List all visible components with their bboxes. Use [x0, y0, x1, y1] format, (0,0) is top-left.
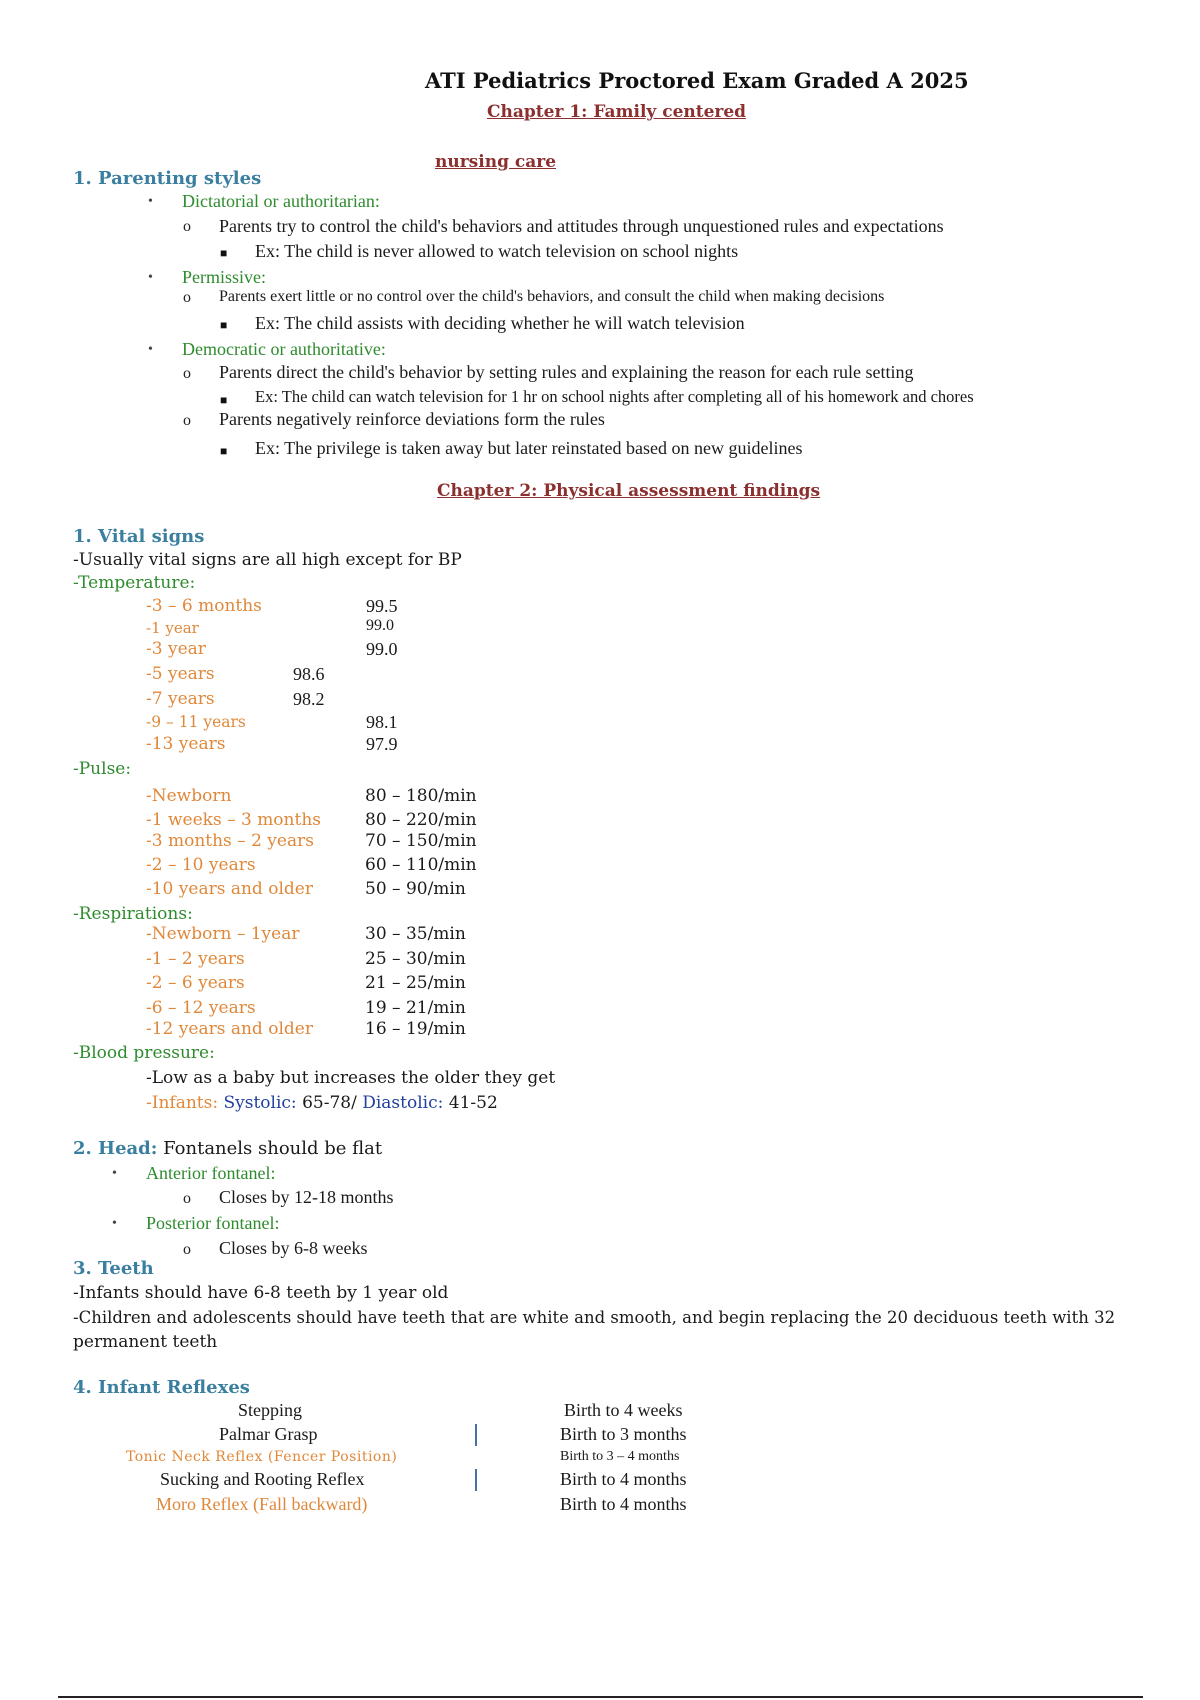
temp-age: -3 year [146, 639, 206, 659]
resp-value: 30 – 35/min [365, 924, 466, 944]
reflex-name: Sucking and Rooting Reflex [160, 1469, 365, 1489]
teeth-line-2: -Children and adolescents should have teeth that are white and smooth, and begin replacing the 20 deciduous teeth with 32 [73, 1308, 1116, 1327]
temp-value: 98.2 [293, 689, 325, 709]
divider [475, 1469, 477, 1491]
pulse-age: -Newborn [146, 786, 232, 806]
reflex-range: Birth to 3 – 4 months [560, 1449, 680, 1464]
chapter-2-title: Chapter 2: Physical assessment findings [437, 481, 821, 501]
temp-age: -7 years [146, 689, 215, 709]
temp-age: -13 years [146, 734, 226, 754]
systolic-value: 65-78/ [302, 1093, 357, 1113]
permissive-desc: Parents exert little or no control over the child's behaviors, and consult the child when making decisions [219, 288, 885, 305]
anterior-fontanel-desc: Closes by 12-18 months [219, 1187, 394, 1207]
dictatorial-label: Dictatorial or authoritarian: [182, 191, 380, 211]
reflex-range: Birth to 4 weeks [564, 1400, 683, 1420]
dictatorial-example: Ex: The child is never allowed to watch television on school nights [255, 241, 739, 261]
temp-value: 99.5 [366, 596, 398, 616]
pulse-value: 50 – 90/min [365, 879, 466, 899]
circle-bullet-icon: o [183, 218, 191, 235]
temp-age: -1 year [146, 619, 199, 637]
circle-bullet-icon: o [183, 365, 191, 382]
resp-age: -2 – 6 years [146, 973, 245, 993]
circle-bullet-icon: o [183, 1190, 191, 1207]
page-title: ATI Pediatrics Proctored Exam Graded A 2025 [425, 68, 969, 93]
head-heading-rest: Fontanels should be flat [163, 1138, 383, 1159]
pulse-value: 80 – 220/min [365, 810, 477, 830]
bullet-icon: • [148, 270, 153, 285]
divider [475, 1424, 477, 1446]
temp-value: 98.1 [366, 712, 398, 732]
pulse-label: -Pulse: [73, 759, 132, 779]
temp-age: -9 – 11 years [146, 713, 246, 731]
democratic-example: Ex: The child can watch television for 1 hr on school nights after completing all of his homework and chores [255, 387, 974, 406]
resp-value: 16 – 19/min [365, 1019, 466, 1039]
posterior-fontanel-label: Posterior fontanel: [146, 1213, 280, 1233]
teeth-line-3: permanent teeth [73, 1332, 218, 1352]
anterior-fontanel-label: Anterior fontanel: [146, 1163, 276, 1183]
pulse-age: -1 weeks – 3 months [146, 810, 321, 830]
bullet-icon: • [112, 1166, 117, 1181]
temp-value: 97.9 [366, 734, 398, 754]
reflex-range: Birth to 4 months [560, 1494, 687, 1514]
temp-value: 98.6 [293, 664, 325, 684]
teeth-line-1: -Infants should have 6-8 teeth by 1 year old [73, 1283, 449, 1303]
resp-value: 19 – 21/min [365, 998, 466, 1018]
temperature-label: -Temperature: [73, 573, 196, 593]
square-bullet-icon: ■ [220, 246, 228, 260]
systolic-label: Systolic: [223, 1093, 297, 1113]
democratic-label: Democratic or authoritative: [182, 339, 386, 359]
pulse-age: -3 months – 2 years [146, 831, 314, 851]
bp-note: -Low as a baby but increases the older they get [146, 1068, 556, 1088]
diastolic-label: Diastolic: [362, 1093, 444, 1113]
blood-pressure-label: -Blood pressure: [73, 1043, 215, 1063]
section-vital-signs: 1. Vital signs [73, 526, 205, 547]
section-infant-reflexes: 4. Infant Reflexes [73, 1377, 250, 1398]
square-bullet-icon: ■ [220, 318, 228, 332]
posterior-fontanel-desc: Closes by 6-8 weeks [219, 1238, 368, 1258]
reflex-name: Moro Reflex (Fall backward) [156, 1494, 368, 1514]
reflex-name: Tonic Neck Reflex (Fencer Position) [126, 1449, 398, 1465]
vitals-note: -Usually vital signs are all high except for BP [73, 550, 462, 570]
circle-bullet-icon: o [183, 412, 191, 429]
pulse-age: -2 – 10 years [146, 855, 256, 875]
reflex-range: Birth to 4 months [560, 1469, 687, 1489]
pulse-value: 60 – 110/min [365, 855, 477, 875]
section-teeth: 3. Teeth [73, 1258, 154, 1279]
reflex-range: Birth to 3 months [560, 1424, 687, 1444]
footer-rule [58, 1696, 1143, 1698]
circle-bullet-icon: o [183, 1241, 191, 1258]
temp-value: 99.0 [366, 617, 394, 634]
democratic-desc-2: Parents negatively reinforce deviations form the rules [219, 409, 605, 429]
pulse-value: 80 – 180/min [365, 786, 477, 806]
temp-age: -3 – 6 months [146, 596, 262, 616]
bullet-icon: • [112, 1216, 117, 1231]
bullet-icon: • [148, 342, 153, 357]
square-bullet-icon: ■ [220, 444, 228, 458]
infants-label: -Infants: [146, 1093, 219, 1113]
resp-age: -Newborn – 1year [146, 924, 300, 944]
head-heading-line [73, 1138, 382, 1159]
respirations-label: -Respirations: [73, 904, 193, 924]
resp-value: 25 – 30/min [365, 949, 466, 969]
section-head: 2. Head: [73, 1138, 158, 1159]
democratic-example-2: Ex: The privilege is taken away but later reinstated based on new guidelines [255, 438, 803, 458]
resp-age: -1 – 2 years [146, 949, 245, 969]
democratic-desc: Parents direct the child's behavior by setting rules and explaining the reason for each rule setting [219, 362, 914, 382]
chapter-1-title: Chapter 1: Family centered [487, 102, 747, 122]
temp-age: -5 years [146, 664, 215, 684]
reflex-name: Palmar Grasp [219, 1424, 318, 1444]
permissive-label: Permissive: [182, 267, 266, 287]
reflex-name: Stepping [238, 1400, 303, 1420]
circle-bullet-icon: o [183, 289, 191, 306]
pulse-value: 70 – 150/min [365, 831, 477, 851]
chapter-1-title-cont: nursing care [435, 152, 557, 172]
pulse-age: -10 years and older [146, 879, 313, 899]
square-bullet-icon: ■ [220, 393, 228, 407]
bp-infants-line [146, 1093, 498, 1113]
bullet-icon: • [148, 194, 153, 209]
temp-value: 99.0 [366, 639, 398, 659]
permissive-example: Ex: The child assists with deciding whether he will watch television [255, 313, 745, 333]
dictatorial-desc: Parents try to control the child's behaviors and attitudes through unquestioned rules and expectations [219, 216, 944, 236]
resp-age: -6 – 12 years [146, 998, 256, 1018]
resp-value: 21 – 25/min [365, 973, 466, 993]
resp-age: -12 years and older [146, 1019, 313, 1039]
diastolic-value: 41-52 [448, 1093, 498, 1113]
section-parenting-styles: 1. Parenting styles [73, 168, 262, 189]
